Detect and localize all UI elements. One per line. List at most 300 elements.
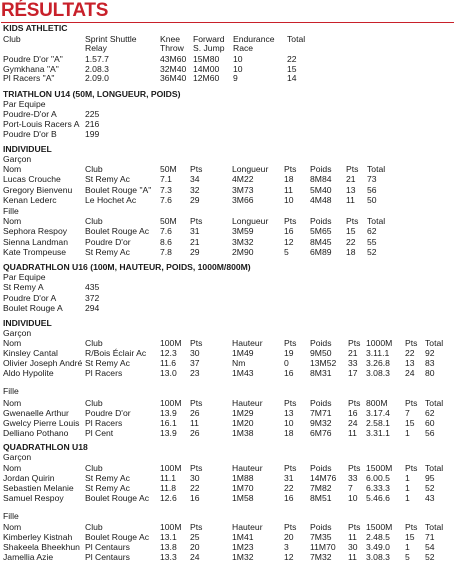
column-header: Pts (190, 164, 203, 174)
table-cell: 13.0 (160, 368, 177, 378)
column-header: Hauteur (232, 522, 263, 532)
table-cell: Jamellia Azie (3, 552, 54, 562)
column-header: Pts (190, 398, 203, 408)
table-cell: 11 (348, 428, 357, 438)
table-cell: 16 (284, 226, 294, 236)
table-cell: 4M22 (232, 174, 254, 184)
table-cell: Kenan Lederc (3, 195, 57, 205)
table-cell: Kinsley Cantal (3, 348, 58, 358)
table-cell: 33 (348, 358, 358, 368)
group-label: Garçon (3, 154, 32, 164)
table-cell: 26 (190, 428, 200, 438)
column-header: Pts (284, 338, 297, 348)
table-cell: 12 (284, 552, 294, 562)
column-header: Total (425, 398, 444, 408)
table-cell: 7M32 (310, 552, 332, 562)
column-header: Pts (348, 398, 361, 408)
table-cell: 5.46.6 (366, 493, 390, 503)
table-cell: 3.11.1 (366, 348, 390, 358)
table-cell: 11 (284, 184, 293, 195)
table-cell: 34 (190, 174, 200, 184)
table-cell: 37 (190, 358, 200, 368)
table-cell: 21 (348, 348, 358, 358)
table-cell: 11.6 (160, 358, 177, 368)
table-cell: 9M32 (310, 418, 332, 428)
column-header: Pts (284, 216, 297, 226)
table-cell: 1M20 (232, 418, 254, 428)
table-cell: 24 (405, 368, 415, 378)
table-cell: 9 (233, 73, 238, 83)
table-cell: 0 (284, 358, 289, 368)
table-cell: 36M40 (160, 73, 187, 83)
table-cell: 83 (425, 358, 435, 368)
table-cell: 10 (348, 493, 358, 503)
table-cell: Pl Centaurs (85, 542, 130, 552)
table-cell: Nm (232, 358, 246, 368)
table-cell: 11 (346, 195, 355, 205)
table-cell: 21 (346, 174, 356, 184)
table-cell: 13 (346, 184, 356, 195)
table-cell: St Remy Ac (85, 473, 130, 483)
table-cell: St Remy Ac (85, 247, 130, 257)
team-row (0, 128, 455, 140)
column-header: Pts (405, 398, 418, 408)
table-cell: 10 (284, 418, 294, 428)
table-cell: 52 (425, 552, 435, 562)
column-header: Nom (3, 463, 22, 473)
table-cell: 1M49 (232, 348, 254, 358)
column-header: 100M (160, 398, 182, 408)
column-header: Total (367, 164, 386, 174)
table-cell: 7M35 (310, 532, 332, 542)
column-header: Relay (85, 43, 107, 53)
column-header: Endurance (233, 34, 275, 44)
table-cell: Gregory Bienvenu (3, 184, 73, 195)
table-cell: Poudre D'or (85, 236, 131, 247)
table-cell: Pl Centaurs (85, 552, 130, 562)
table-cell: Kimberley Kistnah (3, 532, 73, 542)
table-cell: 1M88 (232, 473, 254, 483)
table-cell: Boulet Rouge Ac (85, 493, 150, 503)
team-row (0, 302, 455, 314)
table-row (0, 551, 455, 563)
table-cell: 24 (190, 552, 200, 562)
table-cell: Sienna Landman (3, 236, 68, 247)
table-cell: Gwelcy Pierre Louis (3, 418, 80, 428)
table-cell: 1 (405, 493, 410, 503)
table-cell: 29 (190, 195, 200, 205)
table-cell: 11M70 (310, 542, 336, 552)
team-name: Poudre-D'or A (3, 109, 57, 119)
column-header: Knee (160, 34, 181, 44)
table-cell: 7M82 (310, 483, 332, 493)
table-cell: Jordan Quirin (3, 473, 55, 483)
table-cell: 7.6 (160, 195, 172, 205)
column-header: Club (85, 338, 103, 348)
table-cell: 54 (425, 542, 435, 552)
table-cell: Kate Trompeuse (3, 247, 67, 257)
table-cell: 20 (190, 542, 200, 552)
column-header: Nom (3, 338, 22, 348)
table-cell: 13 (405, 358, 415, 368)
table-cell: 22 (287, 54, 297, 64)
table-cell: 14 (287, 73, 297, 83)
column-header: Total (425, 338, 444, 348)
team-name: Boulet Rouge A (3, 303, 63, 313)
column-header: Pts (190, 463, 203, 473)
table-cell: 12.6 (160, 493, 177, 503)
table-cell: Gymkhana "A" (3, 63, 59, 74)
table-cell: 52 (425, 483, 435, 493)
table-cell: 21 (190, 236, 200, 247)
table-cell: 11.1 (160, 473, 177, 483)
table-cell: 8M84 (310, 174, 332, 184)
team-name: Poudre D'or A (3, 292, 57, 303)
table-cell: 14M00 (193, 63, 220, 74)
table-cell: St Remy Ac (85, 483, 130, 493)
table-cell: 13.1 (160, 532, 177, 542)
group-label: Fille (3, 206, 19, 216)
column-header: Pts (346, 216, 359, 226)
column-header: Longueur (232, 216, 269, 226)
table-cell: 22 (190, 483, 200, 493)
table-cell: 7.1 (160, 174, 172, 184)
table-cell: 18 (346, 247, 356, 257)
table-cell: 2M90 (232, 247, 254, 257)
section-heading: QUADRATHLON U16 (100M, HAUTEUR, POIDS, 1000M/800M) (3, 262, 251, 272)
table-cell: Lucas Crouche (3, 174, 61, 184)
table-cell: 18 (284, 428, 294, 438)
column-header: Club (85, 216, 103, 226)
column-header: 50M (160, 216, 177, 226)
column-header: Pts (284, 164, 297, 174)
table-cell: 22 (346, 236, 356, 247)
table-cell: 10 (233, 63, 243, 74)
column-header: Total (425, 463, 444, 473)
table-cell: 12 (284, 236, 294, 247)
table-cell: 3.26.8 (366, 358, 390, 368)
section-heading: TRIATHLON U14 (50M, LONGUEUR, POIDS) (3, 89, 181, 99)
table-cell: Boulet Rouge Ac (85, 226, 150, 236)
table-cell: 1M58 (232, 493, 254, 503)
table-cell: 31 (190, 226, 200, 236)
table-cell: 7.6 (160, 226, 172, 236)
table-cell: 52 (367, 247, 377, 257)
column-header: Poids (310, 216, 332, 226)
table-cell: Delliano Pothano (3, 428, 69, 438)
table-cell: 71 (425, 532, 435, 542)
group-label: Par Equipe (3, 272, 46, 282)
table-cell: 15 (405, 418, 415, 428)
table-cell: 10 (284, 195, 294, 205)
table-cell: 24 (348, 418, 358, 428)
table-cell: 60 (425, 418, 435, 428)
table-cell: 43M60 (160, 54, 187, 64)
group-label: Fille (3, 511, 19, 521)
table-cell: 18 (284, 174, 294, 184)
table-cell: 19 (284, 348, 294, 358)
column-header: 1500M (366, 463, 393, 473)
table-cell: 15 (346, 226, 356, 236)
team-name: St Remy A (3, 282, 44, 292)
table-cell: 12.3 (160, 348, 177, 358)
table-cell: 16 (190, 493, 200, 503)
table-cell: 95 (425, 473, 435, 483)
table-cell: 13M52 (310, 358, 337, 368)
table-cell: 3.49.0 (366, 542, 390, 552)
table-cell: 6.00.5 (366, 473, 390, 483)
team-points: 199 (85, 129, 100, 139)
table-cell: 43 (425, 493, 435, 503)
table-cell: 29 (190, 247, 200, 257)
table-cell: Pl Racers (85, 368, 123, 378)
table-cell: 3.17.4 (366, 408, 390, 418)
table-cell: 1 (405, 483, 410, 493)
column-header: Longueur (232, 164, 269, 174)
column-header: Race (233, 43, 254, 53)
column-header: Throw (160, 43, 184, 53)
table-cell: 22 (405, 348, 415, 358)
table-cell: 56 (367, 184, 377, 195)
group-label: Garçon (3, 452, 32, 462)
table-cell: 1M29 (232, 408, 254, 418)
table-cell: 2.48.5 (366, 532, 390, 542)
column-header: Pts (284, 463, 297, 473)
table-cell: 7 (348, 483, 353, 493)
table-cell: 7.8 (160, 247, 172, 257)
table-cell: 92 (425, 348, 435, 358)
column-header: Club (85, 463, 103, 473)
table-cell: 5 (405, 552, 410, 562)
table-cell: 1M38 (232, 428, 254, 438)
table-cell: 16 (348, 408, 358, 418)
column-header: 50M (160, 164, 177, 174)
team-points: 216 (85, 119, 100, 129)
team-points: 225 (85, 109, 100, 119)
table-cell: 3M32 (232, 236, 254, 247)
table-cell: 30 (190, 473, 200, 483)
table-cell: Sebastien Melanie (3, 483, 74, 493)
column-header: Club (85, 522, 103, 532)
table-cell: 32 (190, 184, 200, 195)
table-cell: 11.8 (160, 483, 177, 493)
table-cell: 10 (233, 54, 243, 64)
table-cell: 3M73 (232, 184, 254, 195)
table-cell: Pl Racers "A" (3, 73, 55, 83)
table-cell: 3M59 (232, 226, 254, 236)
table-row (0, 367, 455, 379)
table-cell: 62 (425, 408, 435, 418)
table-cell: 1M43 (232, 368, 254, 378)
column-header: Poids (310, 398, 332, 408)
table-cell: 6M89 (310, 247, 332, 257)
section-heading: INDIVIDUEL (3, 318, 52, 328)
column-header: Pts (346, 164, 359, 174)
table-cell: 13.3 (160, 552, 177, 562)
column-header: 1500M (366, 522, 393, 532)
table-cell: 2.09.0 (85, 73, 109, 83)
table-cell: 8.6 (160, 236, 172, 247)
table-cell: 80 (425, 368, 435, 378)
table-cell: 7 (405, 408, 410, 418)
table-cell: 1.57.7 (85, 54, 109, 64)
table-cell: Pl Racers (85, 418, 123, 428)
column-header: Nom (3, 216, 22, 226)
column-header: Hauteur (232, 463, 263, 473)
table-cell: 31 (284, 473, 294, 483)
column-header: Pts (284, 522, 297, 532)
table-cell: Sephora Respoy (3, 226, 68, 236)
table-cell: 14M76 (310, 473, 337, 483)
column-header: Nom (3, 522, 22, 532)
table-cell: 50 (367, 195, 377, 205)
table-cell: Aldo Hypolite (3, 368, 54, 378)
table-cell: Boulet Rouge "A" (85, 184, 152, 195)
column-header: Pts (190, 338, 203, 348)
table-cell: 15 (405, 532, 415, 542)
table-cell: 2.58.1 (366, 418, 390, 428)
table-cell: 17 (348, 368, 358, 378)
table-cell: 30 (190, 348, 200, 358)
table-cell: 13 (284, 408, 294, 418)
table-cell: 8M31 (310, 368, 332, 378)
table-row (0, 72, 455, 84)
column-header: Total (287, 34, 306, 44)
column-header: Poids (310, 522, 332, 532)
column-header: 800M (366, 398, 388, 408)
column-header: Hauteur (232, 338, 263, 348)
page-title: RÉSULTATS (1, 0, 109, 21)
table-cell: R/Bois Éclair Ac (85, 348, 147, 358)
table-cell: 1 (405, 542, 410, 552)
table-cell: 5 (284, 247, 289, 257)
table-cell: 55 (367, 236, 377, 247)
table-cell: Poudre D'or (85, 408, 131, 418)
table-cell: St Remy Ac (85, 174, 130, 184)
column-header: S. Jump (193, 43, 225, 53)
group-label: Garçon (3, 328, 32, 338)
quad16-fille-label (0, 385, 455, 397)
team-name: Poudre D'or B (3, 129, 57, 139)
table-cell: 8M45 (310, 236, 332, 247)
column-header: Pts (348, 463, 361, 473)
column-header: Club (3, 34, 21, 44)
column-header: 100M (160, 522, 182, 532)
group-label: Fille (3, 386, 19, 396)
column-header: Forward (193, 34, 225, 44)
table-cell: 73 (367, 174, 377, 184)
table-cell: 6.33.3 (366, 483, 390, 493)
table-cell: 30 (348, 542, 358, 552)
table-cell: 13.8 (160, 542, 177, 552)
table-cell: 11 (348, 552, 357, 562)
team-points: 372 (85, 292, 100, 303)
table-cell: Le Hochet Ac (85, 195, 137, 205)
column-header: Pts (190, 216, 203, 226)
table-cell: 15M80 (193, 54, 220, 64)
column-header: Pts (348, 338, 361, 348)
table-cell: 62 (367, 226, 377, 236)
table-cell: 23 (190, 368, 200, 378)
table-cell: 15 (287, 63, 297, 74)
table-cell: 1M41 (232, 532, 254, 542)
table-cell: 3M66 (232, 195, 254, 205)
team-name: Port-Louis Racers A (3, 119, 80, 129)
table-cell: Olivier Joseph André (3, 358, 83, 368)
table-cell: Samuel Respoy (3, 493, 64, 503)
table-cell: 1M32 (232, 552, 254, 562)
column-header: 100M (160, 463, 182, 473)
table-cell: 1M23 (232, 542, 254, 552)
column-header: Total (367, 216, 386, 226)
column-header: Poids (310, 338, 332, 348)
table-cell: 3.08.3 (366, 368, 390, 378)
table-row (0, 246, 455, 258)
table-cell: 8M51 (310, 493, 332, 503)
column-header: Pts (405, 338, 418, 348)
table-cell: 3 (284, 542, 289, 552)
column-header: Hauteur (232, 398, 263, 408)
table-cell: 22 (284, 483, 294, 493)
column-header: Poids (310, 164, 332, 174)
table-cell: 1M70 (232, 483, 254, 493)
table-cell: 11 (348, 532, 357, 542)
table-cell: 9M50 (310, 348, 332, 358)
column-header: 1000M (366, 338, 393, 348)
column-header: Pts (348, 522, 361, 532)
table-cell: 56 (425, 428, 435, 438)
team-points: 294 (85, 303, 100, 313)
table-cell: 5M40 (310, 184, 332, 195)
table-cell: Pl Cent (85, 428, 114, 438)
column-header: 100M (160, 338, 182, 348)
table-cell: 7M71 (310, 408, 332, 418)
section-heading: QUADRATHLON U18 (3, 442, 88, 452)
table-cell: Boulet Rouge Ac (85, 532, 150, 542)
table-cell: 3.31.1 (366, 428, 390, 438)
column-header: Nom (3, 164, 22, 174)
table-cell: 16 (284, 493, 294, 503)
table-cell: 32M40 (160, 63, 187, 74)
column-header: Club (85, 398, 103, 408)
table-row (0, 492, 455, 504)
table-cell: 26 (190, 408, 200, 418)
table-cell: 13.9 (160, 428, 177, 438)
column-header: Pts (405, 522, 418, 532)
table-cell: St Remy Ac (85, 358, 130, 368)
table-cell: 25 (190, 532, 200, 542)
table-cell: 2.08.3 (85, 63, 109, 74)
column-header: Poids (310, 463, 332, 473)
column-header: Pts (405, 463, 418, 473)
table-cell: 11 (190, 418, 199, 428)
table-cell: 1 (405, 428, 410, 438)
table-cell: 20 (284, 532, 294, 542)
table-cell: 7.3 (160, 184, 172, 195)
table-cell: Shakeela Bheekhun (3, 542, 80, 552)
table-cell: 16 (284, 368, 294, 378)
column-header: Pts (190, 522, 203, 532)
table-cell: 33 (348, 473, 358, 483)
column-header: Sprint Shuttle (85, 34, 137, 44)
table-cell: 6M76 (310, 428, 332, 438)
column-header: Nom (3, 398, 22, 408)
table-cell: 5M65 (310, 226, 332, 236)
column-header: Total (425, 522, 444, 532)
column-header: Club (85, 164, 103, 174)
table-cell: 16.1 (160, 418, 177, 428)
team-points: 435 (85, 282, 100, 292)
